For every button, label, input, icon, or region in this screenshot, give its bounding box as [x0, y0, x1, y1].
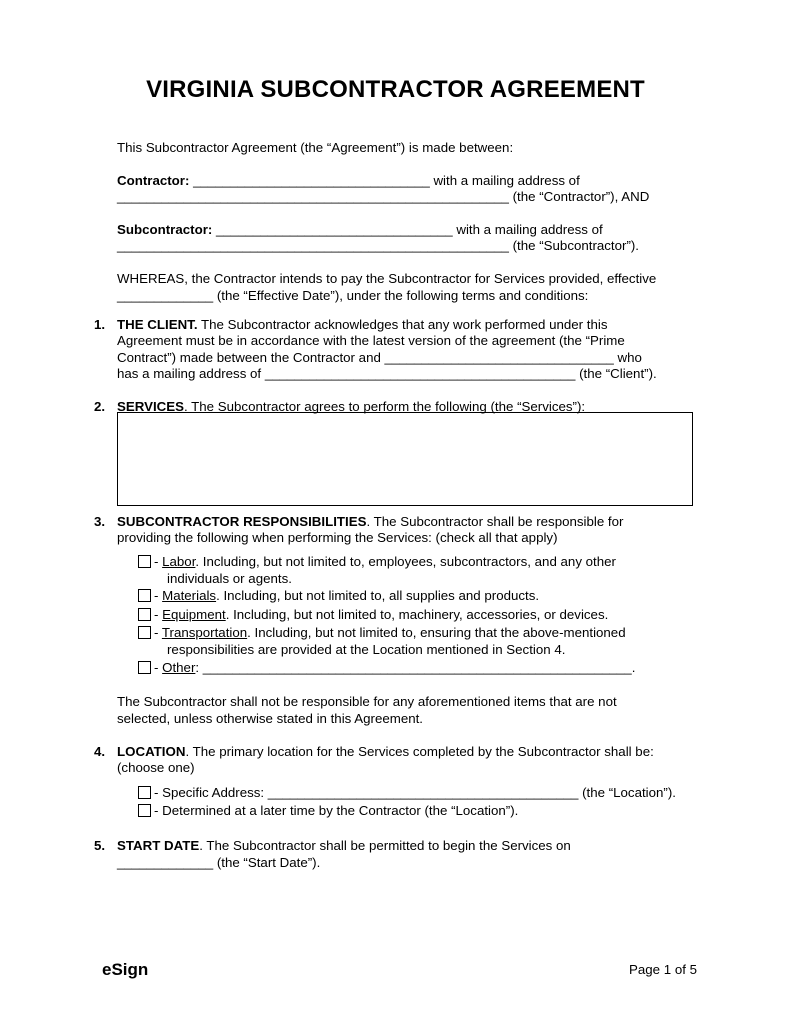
responsibility-transportation: - Transportation. Including, but not limited to, ensuring that the above-mentioned — [138, 624, 626, 641]
section-3-line-2: providing the following when performing the Services: (check all that apply) — [117, 530, 558, 545]
responsibility-other: - Other: __________________________________________________________. — [138, 659, 635, 676]
section-4-line-1: LOCATION. The primary location for the Services completed by the Subcontractor shall be: — [117, 744, 654, 759]
document-title: VIRGINIA SUBCONTRACTOR AGREEMENT — [146, 76, 645, 103]
section-5-line-1: START DATE. The Subcontractor shall be permitted to begin the Services on — [117, 838, 571, 853]
esign-logo: eSign — [102, 960, 149, 979]
subcontractor-line-2[interactable]: _____________________________________________________ (the “Subcontractor”). — [117, 238, 640, 253]
section-1-number: 1. — [94, 317, 106, 332]
section-1-heading: THE CLIENT. — [117, 317, 198, 332]
subcontractor-name-blank[interactable]: ________________________________ with a mailing address of — [212, 222, 603, 237]
other-blank[interactable]: : __________________________________________________________. — [195, 660, 636, 675]
location-option-later: - Determined at a later time by the Contractor (the “Location”). — [138, 802, 518, 819]
services-text-box[interactable] — [117, 412, 693, 506]
section-3-number: 3. — [94, 514, 106, 529]
section-4-number: 4. — [94, 744, 106, 759]
whereas-line-1: WHEREAS, the Contractor intends to pay the Subcontractor for Services provided, effective — [117, 271, 657, 286]
page-number: Page 1 of 5 — [629, 962, 698, 977]
section-5-heading: START DATE — [117, 838, 200, 853]
labor-checkbox[interactable] — [138, 555, 151, 568]
responsibility-labor: - Labor. Including, but not limited to, employees, subcontractors, and any other — [138, 553, 616, 570]
section-3-heading: SUBCONTRACTOR RESPONSIBILITIES — [117, 514, 367, 529]
section-3-note-1: The Subcontractor shall not be responsible for any aforementioned items that are not — [117, 694, 617, 709]
responsibility-equipment: - Equipment. Including, but not limited to, machinery, accessories, or devices. — [138, 606, 608, 623]
contractor-label: Contractor: — [117, 173, 190, 188]
other-checkbox[interactable] — [138, 661, 151, 674]
section-1-line-2: Agreement must be in accordance with the latest version of the agreement (the “Prime — [117, 333, 625, 348]
section-4-heading: LOCATION — [117, 744, 186, 759]
later-location-checkbox[interactable] — [138, 804, 151, 817]
responsibility-materials: - Materials. Including, but not limited to, all supplies and products. — [138, 587, 539, 604]
subcontractor-label: Subcontractor: — [117, 222, 213, 237]
section-1-line-3[interactable]: Contract”) made between the Contractor and _______________________________ who — [117, 350, 642, 365]
specific-address-checkbox[interactable] — [138, 786, 151, 799]
contractor-name-blank[interactable]: ________________________________ with a mailing address of — [189, 173, 580, 188]
section-4-line-2: (choose one) — [117, 760, 195, 775]
responsibility-transportation-cont: responsibilities are provided at the Location mentioned in Section 4. — [167, 642, 566, 657]
section-1-line-1: THE CLIENT. The Subcontractor acknowledges that any work performed under this — [117, 317, 608, 332]
contractor-line-2[interactable]: _____________________________________________________ (the “Contractor”), AND — [117, 189, 650, 204]
section-3-note-2: selected, unless otherwise stated in this Agreement. — [117, 711, 423, 726]
intro-text: This Subcontractor Agreement (the “Agreement”) is made between: — [117, 140, 514, 155]
section-2-line: SERVICES. The Subcontractor agrees to perform the following (the “Services”): — [117, 399, 586, 414]
contractor-line-1 — [117, 172, 580, 189]
equipment-checkbox[interactable] — [138, 608, 151, 621]
section-2-heading: SERVICES — [117, 399, 185, 414]
transportation-checkbox[interactable] — [138, 626, 151, 639]
section-5-number: 5. — [94, 838, 106, 853]
section-5-line-2[interactable]: _____________ (the “Start Date”). — [117, 855, 321, 870]
section-2-number: 2. — [94, 399, 106, 414]
responsibility-labor-cont: individuals or agents. — [167, 571, 292, 586]
section-1-line-4[interactable]: has a mailing address of __________________________________________ (the “Client”). — [117, 366, 657, 381]
location-option-specific: - Specific Address: __________________________________________ (the “Location”). — [138, 784, 676, 801]
whereas-line-2[interactable]: _____________ (the “Effective Date”), under the following terms and conditions: — [117, 288, 589, 303]
materials-checkbox[interactable] — [138, 589, 151, 602]
section-3-line-1: SUBCONTRACTOR RESPONSIBILITIES. The Subcontractor shall be responsible for — [117, 514, 624, 529]
subcontractor-line-1 — [117, 221, 603, 238]
